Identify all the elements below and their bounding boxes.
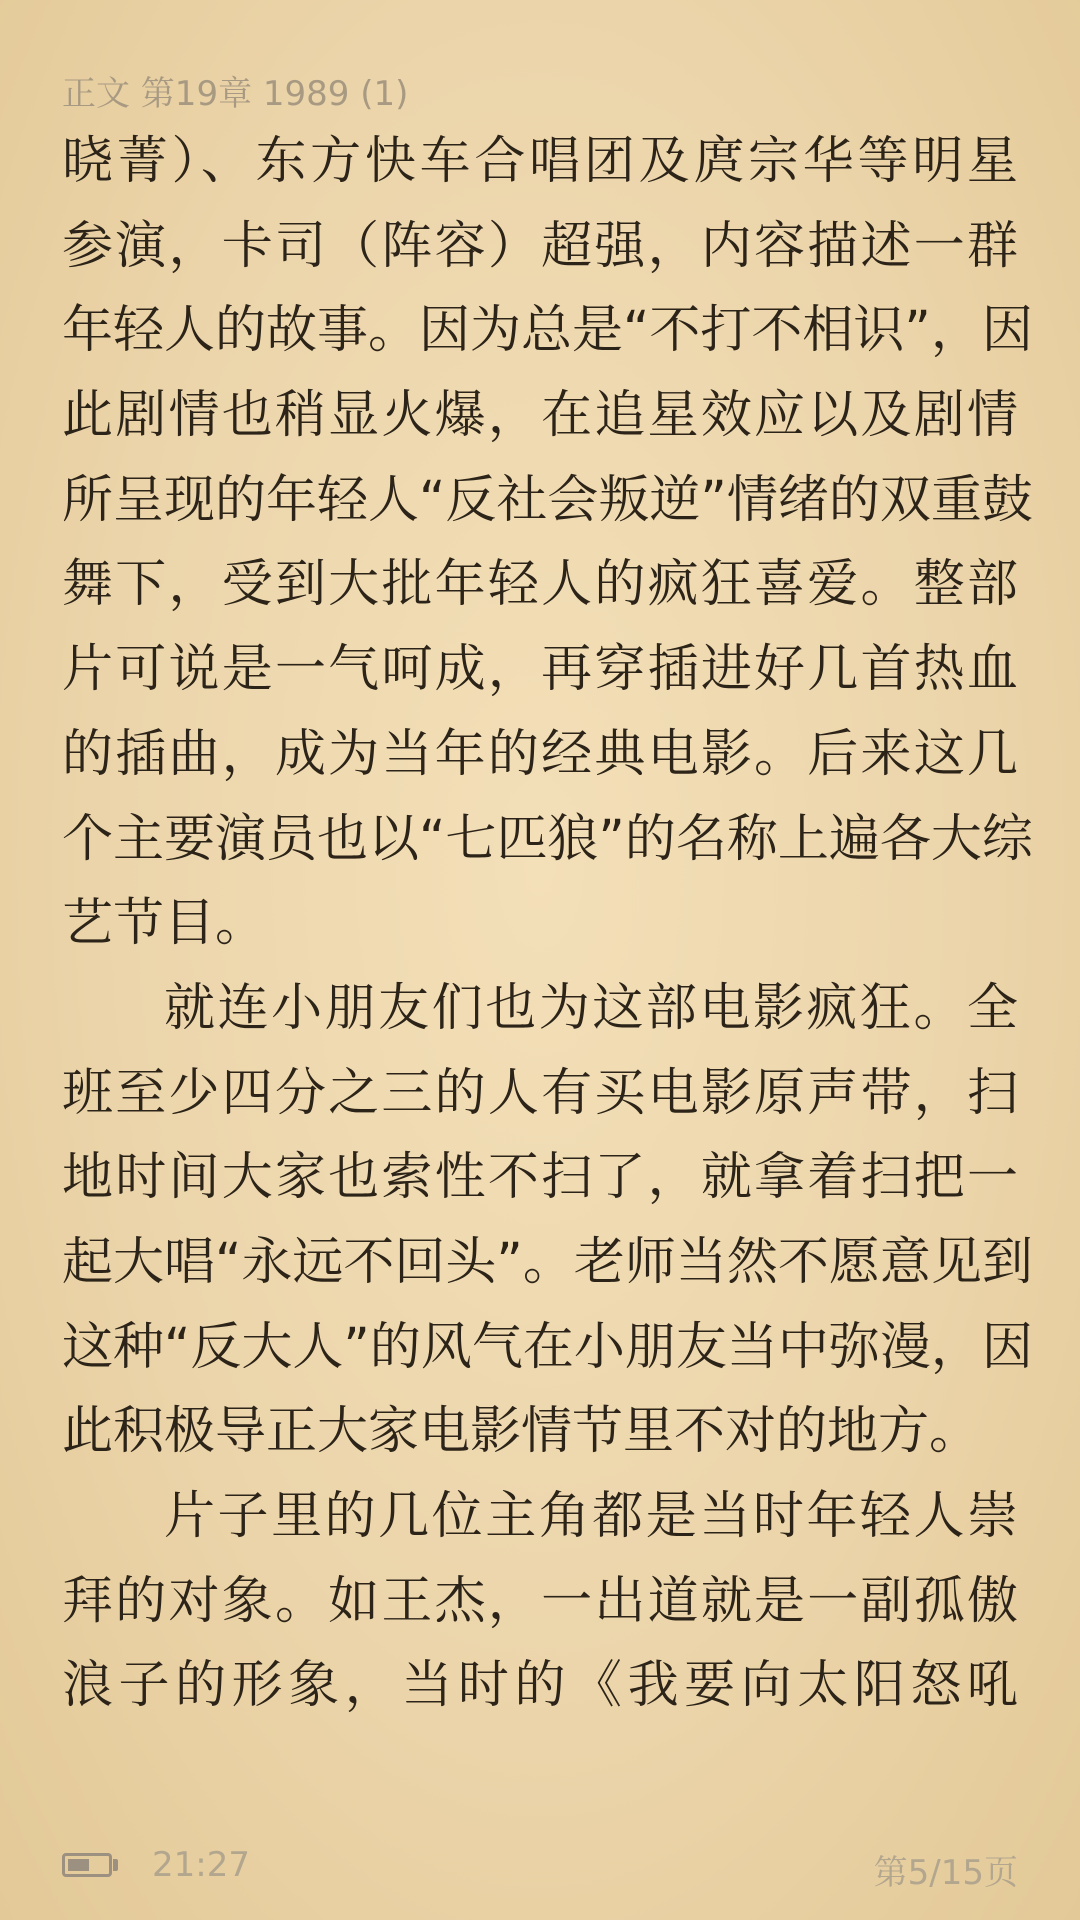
page-indicator: 第5/15页 xyxy=(873,1853,1018,1893)
chapter-title: 正文 第19章 1989 (1) xyxy=(62,74,409,114)
text-line: 浪子的形象，当时的《我要向太阳怒吼 xyxy=(62,1656,1018,1716)
battery-icon xyxy=(62,1853,112,1877)
text-line: 艺节目。 xyxy=(62,894,267,954)
text-line: 班至少四分之三的人有买电影原声带，扫 xyxy=(62,1063,1018,1123)
text-line: 这种“反大人”的风气在小朋友当中弥漫，因 xyxy=(62,1317,1033,1377)
text-line: 地时间大家也索性不扫了，就拿着扫把一 xyxy=(62,1148,1018,1208)
text-line: 拜的对象。如王杰，一出道就是一副孤傲 xyxy=(62,1571,1018,1631)
text-line: 起大唱“永远不回头”。老师当然不愿意见到 xyxy=(62,1232,1033,1292)
book-text xyxy=(62,120,1033,1729)
text-line: 片子里的几位主角都是当时年轻人崇 xyxy=(164,1487,1018,1546)
text-line: 此剧情也稍显火爆，在追星效应以及剧情 xyxy=(62,386,1018,446)
text-line: 就连小朋友们也为这部电影疯狂。全 xyxy=(164,978,1018,1038)
battery-level-fill xyxy=(68,1859,89,1871)
text-line: 舞下，受到大批年轻人的疯狂喜爱。整部 xyxy=(62,555,1018,615)
text-line: 晓菁）、东方快车合唱团及庹宗华等明星 xyxy=(62,132,1018,191)
text-line: 所呈现的年轻人“反社会叛逆”情绪的双重鼓 xyxy=(62,470,1033,530)
text-line: 个主要演员也以“七匹狼”的名称上遍各大综 xyxy=(62,809,1033,869)
text-line: 的插曲，成为当年的经典电影。后来这几 xyxy=(62,724,1018,784)
battery-tip xyxy=(113,1859,118,1871)
text-line: 参演，卡司（阵容）超强，内容描述一群 xyxy=(62,216,1018,276)
status-footer xyxy=(0,1845,1080,1893)
clock-time: 21:27 xyxy=(152,1845,250,1885)
text-line: 年轻人的故事。因为总是“不打不相识”，因 xyxy=(62,301,1033,361)
text-line: 此积极导正大家电影情节里不对的地方。 xyxy=(62,1402,981,1462)
text-line: 片可说是一气呵成，再穿插进好几首热血 xyxy=(62,640,1018,700)
